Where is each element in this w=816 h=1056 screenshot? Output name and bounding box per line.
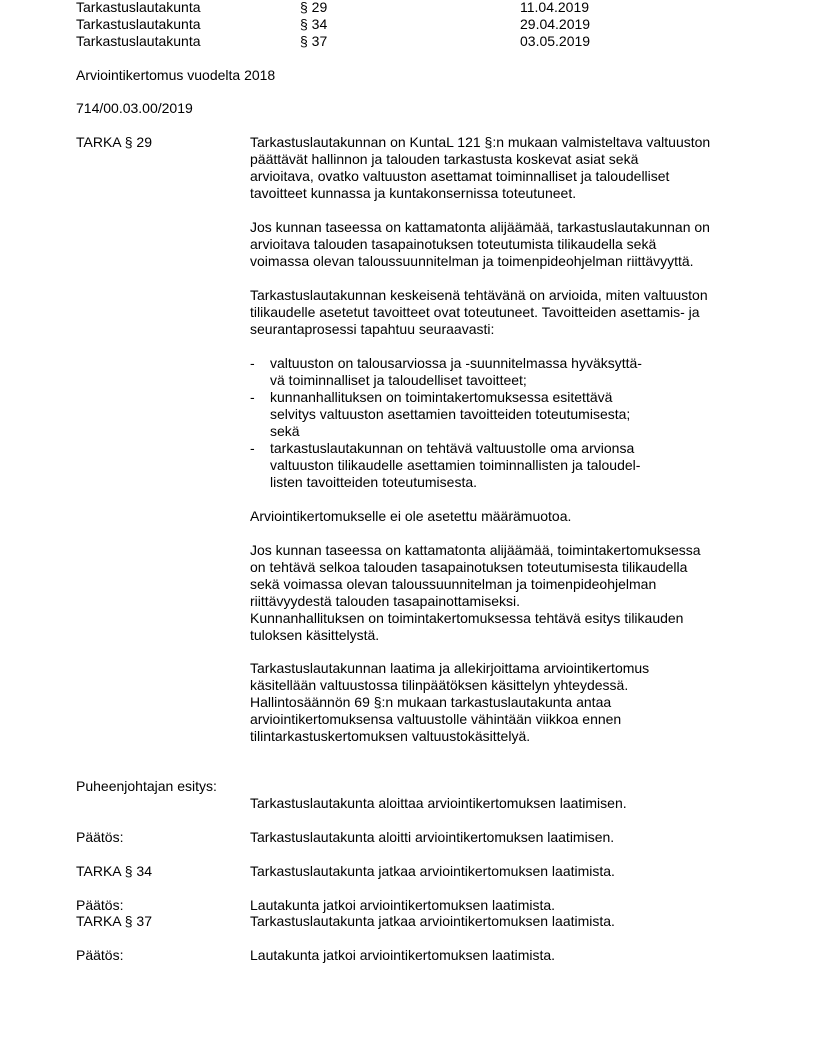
list-item-3: tarkastuslautakunnan on tehtävä valtuustolle oma arvionsa valtuuston tilikaudelle asettamien toiminnallisten ja taloudel- listen tavoitteiden toteutumisesta.	[270, 440, 641, 490]
paragraph-4: Arviointikertomukselle ei ole asetettu määrämuotoa.	[250, 508, 572, 524]
list-item-2: kunnanhallituksen on toimintakertomuksessa esitettävä selvitys valtuuston asettamien tavoitteiden toteutumisesta; sekä	[270, 389, 631, 439]
item-label-29: TARKA § 29	[76, 134, 153, 150]
proposal-text: Tarkastuslautakunta aloittaa arviointikertomuksen laatimisen.	[250, 795, 627, 811]
item-label-34: TARKA § 34	[76, 863, 153, 879]
decision-text-37: Lautakunta jatkoi arviointikertomuksen laatimista.	[250, 947, 556, 963]
list-bullet: -	[250, 389, 255, 405]
decision-label-37: Päätös:	[76, 947, 124, 963]
diary-number: 714/00.03.00/2019	[76, 100, 193, 116]
meeting-section-3: § 37	[300, 33, 328, 49]
proposal-label: Puheenjohtajan esitys:	[76, 778, 217, 794]
meeting-body-2: Tarkastuslautakunta	[76, 16, 201, 32]
meeting-section-1: § 29	[300, 0, 328, 15]
meeting-section-2: § 34	[300, 16, 328, 32]
meeting-date-2: 29.04.2019	[520, 16, 591, 32]
decision-text-34: Lautakunta jatkoi arviointikertomuksen laatimista.	[250, 897, 556, 913]
item-text-34: Tarkastuslautakunta jatkaa arviointikertomuksen laatimista.	[250, 863, 615, 879]
meeting-date-3: 03.05.2019	[520, 33, 591, 49]
list-bullet: -	[250, 355, 255, 371]
meeting-body-3: Tarkastuslautakunta	[76, 33, 201, 49]
item-label-37: TARKA § 37	[76, 913, 153, 929]
paragraph-2: Jos kunnan taseessa on kattamatonta alijäämää, tarkastuslautakunnan on arvioitava talouden tasapainotuksen toteutumista tilikaudella sekä voimassa olevan taloussuunnitelman ja toimenpideohjelman riittävyyttä.	[250, 219, 710, 269]
paragraph-6: Tarkastuslautakunnan laatima ja allekirjoittama arviointikertomus käsitellään valtuustossa tilinpäätöksen käsittelyn yhteydessä. Hallintosäännön 69 §:n mukaan tarkastuslautakunta antaa arviointikertomuksensa valtuustolle vähintään viikkoa ennen tilintarkastuskertomuksen valtuustokäsittelyä.	[250, 660, 650, 744]
paragraph-3: Tarkastuslautakunnan keskeisenä tehtävänä on arvioida, miten valtuuston tilikaudelle asetetut tavoitteet ovat toteutuneet. Tavoitteiden asettamis- ja seurantaprosessi tapahtuu seuraavasti:	[250, 287, 708, 337]
list-bullet: -	[250, 440, 255, 456]
decision-text-29: Tarkastuslautakunta aloitti arviointikertomuksen laatimisen.	[250, 829, 615, 845]
meeting-date-1: 11.04.2019	[520, 0, 590, 15]
decision-label-29: Päätös:	[76, 829, 124, 845]
item-text-37: Tarkastuslautakunta jatkaa arviointikertomuksen laatimista.	[250, 913, 615, 929]
paragraph-1: Tarkastuslautakunnan on KuntaL 121 §:n mukaan valmisteltava valtuuston päättävät hallinnon ja talouden tarkastusta koskevat asiat sekä arvioitava, ovatko valtuuston asettamat toiminnalliset ja taloudelliset tavoitteet kunnassa ja kuntakonsernissa toteutuneet.	[250, 134, 711, 201]
subject-title: Arviointikertomus vuodelta 2018	[76, 67, 276, 83]
meeting-body-1: Tarkastuslautakunta	[76, 0, 201, 15]
paragraph-5: Jos kunnan taseessa on kattamatonta alijäämää, toimintakertomuksessa on tehtävä selkoa talouden tasapainotuksen toteutumisesta tilikaudella sekä voimassa olevan taloussuunnitelman ja toimenpideohjelman riittävyydestä talouden tasapainottamiseksi. Kunnanhallituksen on toimintakertomuksessa tehtävä esitys tilikauden tuloksen käsittelystä.	[250, 542, 701, 643]
list-item-1: valtuuston on talousarviossa ja -suunnitelmassa hyväksyttä- vä toiminnalliset ja taloudelliset tavoitteet;	[270, 355, 642, 388]
decision-label-34: Päätös:	[76, 897, 124, 913]
